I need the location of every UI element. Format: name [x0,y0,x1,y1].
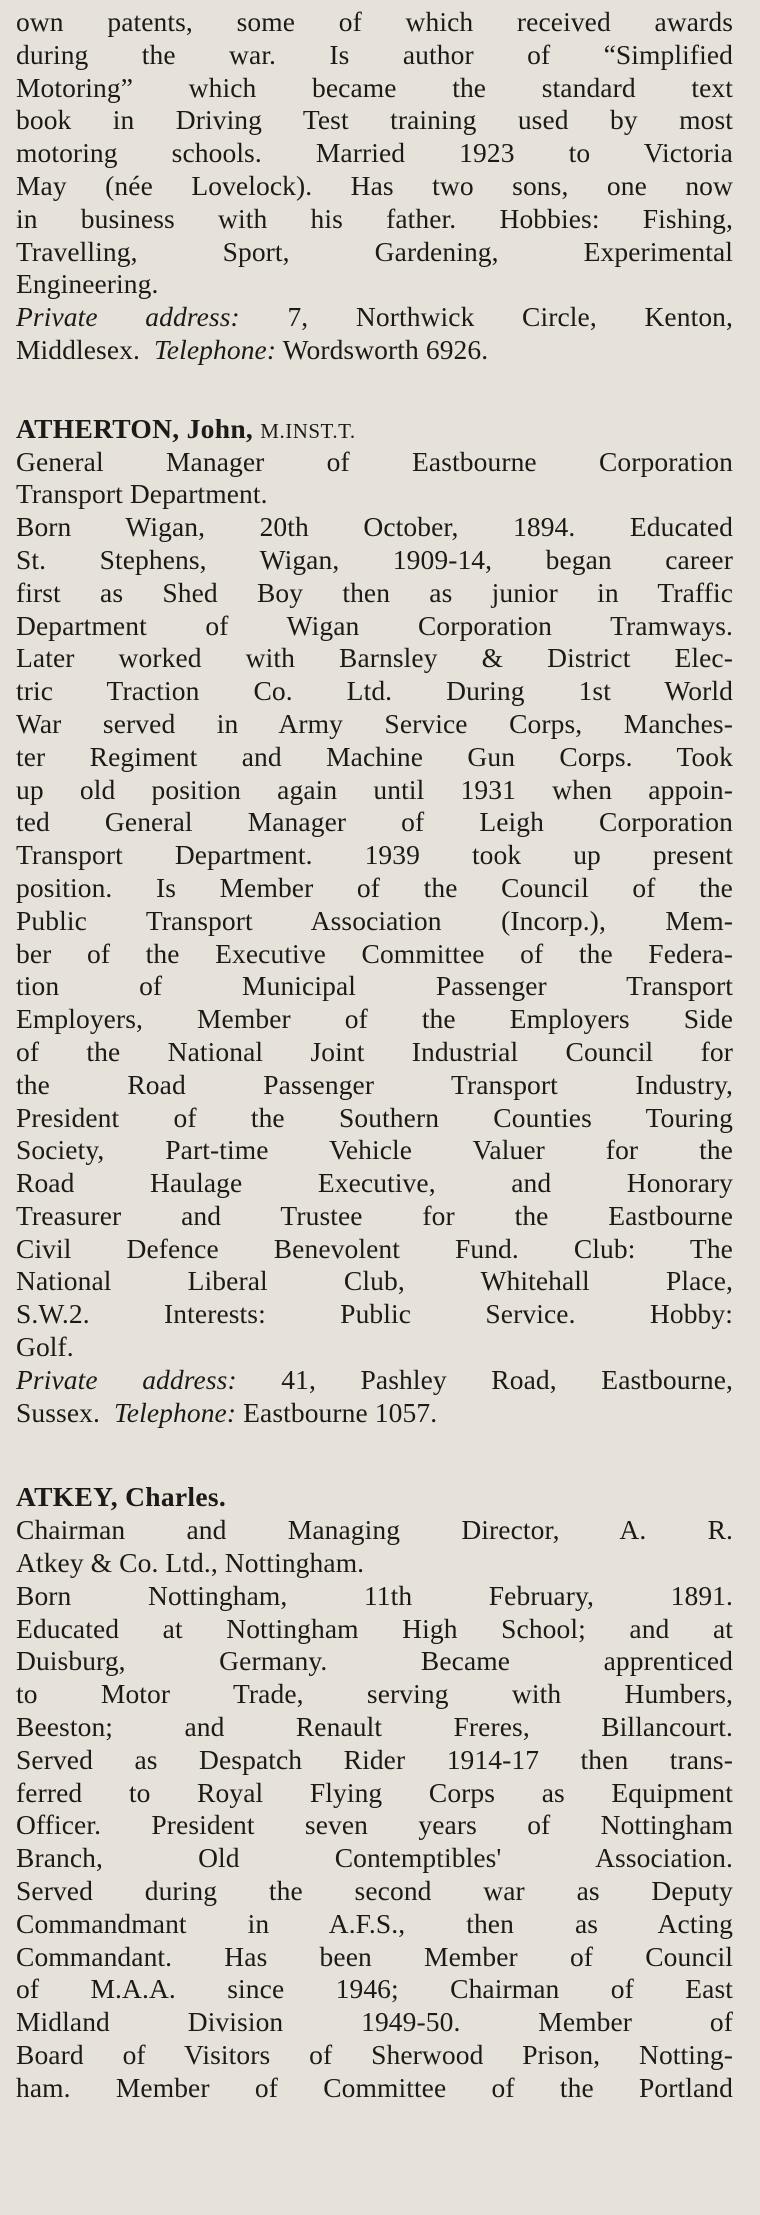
entry-line: Motoring” which became the standard text [16,71,733,103]
entry-line: Served as Despatch Rider 1914-17 then trans- [16,1743,733,1775]
entry-line: of M.A.A. since 1946; Chairman of East [16,1973,733,2005]
entry-line: Engineering. [16,268,159,300]
entry-line: Midland Division 1949-50. Member of [16,2006,733,2038]
address-line1: 41, Pashley Road, Eastbourne, [281,1363,733,1395]
entry-line: to Motor Trade, serving with Humbers, [16,1678,733,1710]
entry-line: Atkey & Co. Ltd., Nottingham. [16,1547,365,1579]
address-line2: Sussex. [16,1396,100,1428]
entry-line: in business with his father. Hobbies: Fishing, [16,202,733,234]
entry-line: ferred to Royal Flying Corps as Equipment [16,1776,733,1808]
private-address [16,301,733,334]
entry-line: Officer. President seven years of Nottingham [16,1809,733,1841]
entry-line: Transport Department. [16,478,268,510]
entry-line: first as Shed Boy then as junior in Traffic [16,576,733,608]
entry-line: Public Transport Association (Incorp.), Mem- [16,904,733,936]
entry-line: Golf. [16,1331,74,1363]
entry-line: Treasurer and Trustee for the Eastbourne [16,1199,733,1231]
address-label: Private address: [16,1363,237,1395]
entry-line: ber of the Executive Committee of the Federa- [16,937,733,969]
entry-line: May (née Lovelock). Has two sons, one now [16,169,733,201]
entry-line: tion of Municipal Passenger Transport [16,970,733,1002]
entry-heading [16,413,733,446]
address-label: Private address: [16,301,240,333]
private-address [16,1364,733,1397]
address-telephone [16,1397,733,1430]
entry-line: Later worked with Barnsley & District Elec- [16,642,733,674]
entry-name: ATKEY, Charles. [16,1481,227,1513]
entry-line: Born Wigan, 20th October, 1894. Educated [16,511,733,543]
entry-line: ham. Member of Committee of the Portland [16,2071,733,2103]
entry-continued [16,6,733,367]
entry-line: tric Traction Co. Ltd. During 1st World [16,675,733,707]
telephone-label: Telephone: [113,1396,237,1428]
entry-line: Beeston; and Renault Freres, Billancourt. [16,1711,733,1743]
telephone-label: Telephone: [153,333,277,365]
telephone-number: Eastbourne 1057. [243,1396,438,1428]
entry-line: General Manager of Eastbourne Corporation [16,445,733,477]
entry-line: Department of Wigan Corporation Tramways. [16,609,733,641]
entry-line: Society, Part-time Vehicle Valuer for the [16,1134,733,1166]
entry-line: Employers, Member of the Employers Side [16,1003,733,1035]
entry-line: Duisburg, Germany. Became apprenticed [16,1645,733,1677]
entry-line: National Liberal Club, Whitehall Place, [16,1265,733,1297]
entry-line: during the war. Is author of “Simplified [16,38,733,70]
entry-line: Board of Visitors of Sherwood Prison, Notting- [16,2039,733,2071]
entry-line: position. Is Member of the Council of the [16,871,733,903]
entry-atkey [16,1481,733,2104]
entry-line: ter Regiment and Machine Gun Corps. Took [16,740,733,772]
entry-line: Transport Department. 1939 took up present [16,839,733,871]
entry-separator [16,1429,733,1481]
entry-line: President of the Southern Counties Touring [16,1101,733,1133]
entry-line: Travelling, Sport, Gardening, Experimental [16,235,733,267]
entry-line: War served in Army Service Corps, Manches- [16,707,733,739]
telephone-number: Wordsworth 6926. [282,333,489,365]
entry-line: Served during the second war as Deputy [16,1875,733,1907]
entry-line: motoring schools. Married 1923 to Victoria [16,137,733,169]
address-telephone [16,334,733,367]
entry-heading [16,1481,733,1514]
entry-line: of the National Joint Industrial Council for [16,1035,733,1067]
entry-line: book in Driving Test training used by most [16,104,733,136]
entry-line: Road Haulage Executive, and Honorary [16,1167,733,1199]
entry-line: S.W.2. Interests: Public Service. Hobby: [16,1298,733,1330]
entry-line: Educated at Nottingham High School; and at [16,1612,733,1644]
entry-line: the Road Passenger Transport Industry, [16,1068,733,1100]
entry-line: St. Stephens, Wigan, 1909-14, began career [16,543,733,575]
entry-line: Commandant. Has been Member of Council [16,1940,733,1972]
entry-line: own patents, some of which received awards [16,6,733,37]
entry-separator [16,367,733,413]
entry-line: Branch, Old Contemptibles' Association. [16,1842,733,1874]
entry-line: Born Nottingham, 11th February, 1891. [16,1579,733,1611]
address-line2: Middlesex. [16,333,140,365]
entry-line: ted General Manager of Leigh Corporation [16,806,733,838]
address-line1: 7, Northwick Circle, Kenton, [287,301,733,333]
entry-line: Civil Defence Benevolent Fund. Club: The [16,1232,733,1264]
entry-name: ATHERTON, John, [16,412,254,444]
entry-qualifications: M.INST.T. [260,418,356,443]
entry-line: Chairman and Managing Director, A. R. [16,1514,733,1546]
entry-atherton [16,413,733,1430]
entry-line: Commandmant in A.F.S., then as Acting [16,1907,733,1939]
entry-line: up old position again until 1931 when appoin- [16,773,733,805]
